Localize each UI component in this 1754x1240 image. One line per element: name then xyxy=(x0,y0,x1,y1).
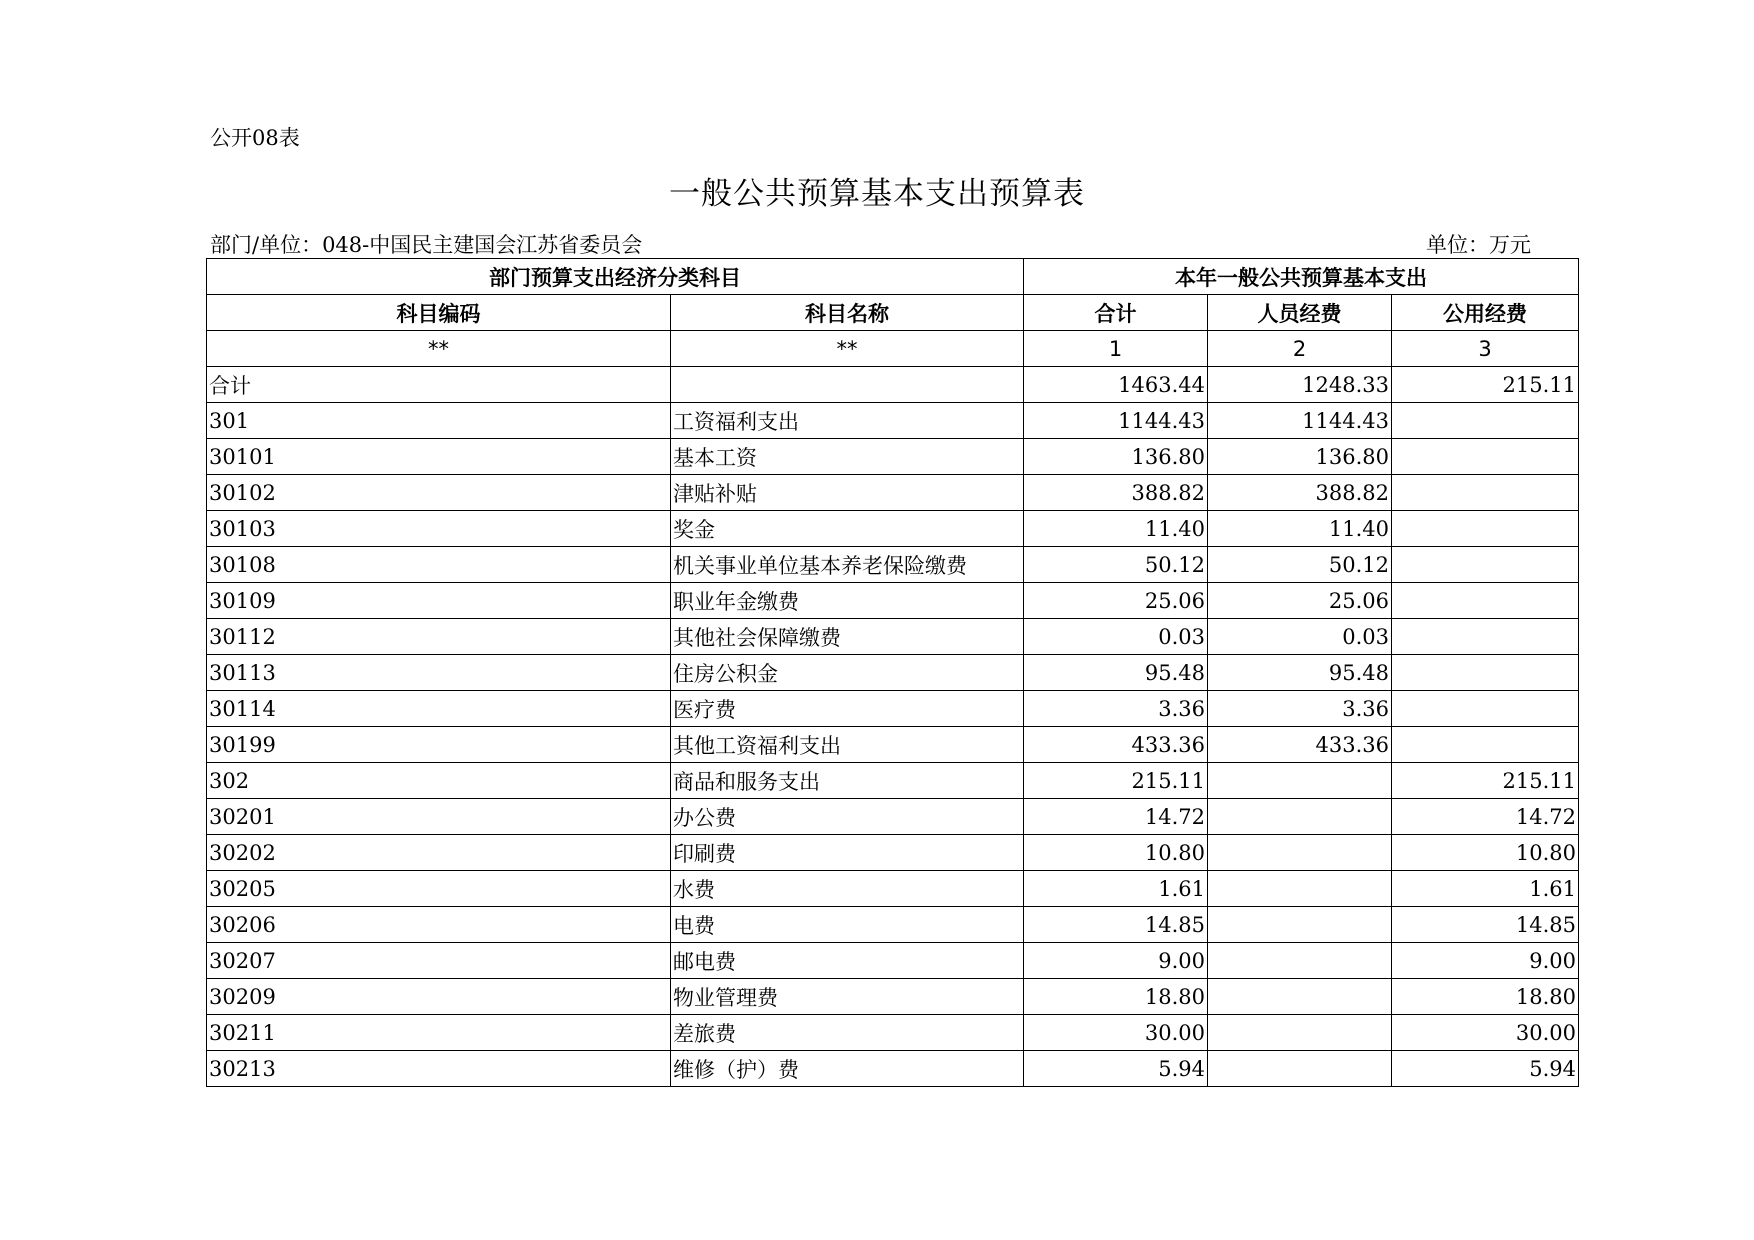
public-cell: 18.80 xyxy=(1392,979,1579,1015)
column-header-public: 公用经费 xyxy=(1392,295,1579,331)
personnel-cell: 1248.33 xyxy=(1208,367,1392,403)
name-cell xyxy=(671,367,1024,403)
personnel-cell xyxy=(1208,943,1392,979)
column-header-name: 科目名称 xyxy=(671,295,1024,331)
total-cell: 388.82 xyxy=(1024,475,1208,511)
group-header-row xyxy=(207,259,1579,295)
total-cell: 14.72 xyxy=(1024,799,1208,835)
name-cell: 其他工资福利支出 xyxy=(671,727,1024,763)
total-cell: 1.61 xyxy=(1024,871,1208,907)
public-cell: 10.80 xyxy=(1392,835,1579,871)
total-cell: 30.00 xyxy=(1024,1015,1208,1051)
table-row xyxy=(207,835,1579,871)
code-cell: 301 xyxy=(207,403,671,439)
index-cell: 2 xyxy=(1208,331,1392,367)
code-cell: 30112 xyxy=(207,619,671,655)
public-cell: 215.11 xyxy=(1392,367,1579,403)
table-row xyxy=(207,367,1579,403)
code-cell: 30202 xyxy=(207,835,671,871)
name-cell: 基本工资 xyxy=(671,439,1024,475)
code-cell: 30101 xyxy=(207,439,671,475)
personnel-cell: 11.40 xyxy=(1208,511,1392,547)
group-header-basic-expenditure: 本年一般公共预算基本支出 xyxy=(1024,259,1579,295)
code-cell: 30114 xyxy=(207,691,671,727)
total-cell: 18.80 xyxy=(1024,979,1208,1015)
code-cell: 30207 xyxy=(207,943,671,979)
public-cell: 215.11 xyxy=(1392,763,1579,799)
name-cell: 机关事业单位基本养老保险缴费 xyxy=(671,547,1024,583)
table-row xyxy=(207,1015,1579,1051)
name-cell: 邮电费 xyxy=(671,943,1024,979)
total-cell: 11.40 xyxy=(1024,511,1208,547)
public-cell xyxy=(1392,655,1579,691)
code-cell: 30108 xyxy=(207,547,671,583)
total-cell: 9.00 xyxy=(1024,943,1208,979)
table-row xyxy=(207,583,1579,619)
name-cell: 电费 xyxy=(671,907,1024,943)
code-cell: 30205 xyxy=(207,871,671,907)
table-row xyxy=(207,439,1579,475)
total-cell: 3.36 xyxy=(1024,691,1208,727)
personnel-cell: 0.03 xyxy=(1208,619,1392,655)
personnel-cell xyxy=(1208,1051,1392,1087)
group-header-classification: 部门预算支出经济分类科目 xyxy=(207,259,1024,295)
name-cell: 维修（护）费 xyxy=(671,1051,1024,1087)
public-cell: 14.85 xyxy=(1392,907,1579,943)
public-cell xyxy=(1392,439,1579,475)
public-cell: 5.94 xyxy=(1392,1051,1579,1087)
department-label: 部门/单位：048-中国民主建国会江苏省委员会 xyxy=(210,233,643,257)
name-cell: 办公费 xyxy=(671,799,1024,835)
column-header-personnel: 人员经费 xyxy=(1208,295,1392,331)
personnel-cell: 388.82 xyxy=(1208,475,1392,511)
code-cell: 30209 xyxy=(207,979,671,1015)
table-row xyxy=(207,763,1579,799)
name-cell: 奖金 xyxy=(671,511,1024,547)
personnel-cell: 1144.43 xyxy=(1208,403,1392,439)
personnel-cell xyxy=(1208,799,1392,835)
unit-label: 单位：万元 xyxy=(1426,233,1531,257)
code-cell: 30199 xyxy=(207,727,671,763)
name-cell: 水费 xyxy=(671,871,1024,907)
total-cell: 10.80 xyxy=(1024,835,1208,871)
code-cell: 30206 xyxy=(207,907,671,943)
table-row xyxy=(207,727,1579,763)
code-cell: 30113 xyxy=(207,655,671,691)
total-cell: 215.11 xyxy=(1024,763,1208,799)
total-cell: 0.03 xyxy=(1024,619,1208,655)
public-cell xyxy=(1392,547,1579,583)
total-cell: 95.48 xyxy=(1024,655,1208,691)
table-row xyxy=(207,799,1579,835)
name-cell: 印刷费 xyxy=(671,835,1024,871)
personnel-cell: 433.36 xyxy=(1208,727,1392,763)
name-cell: 工资福利支出 xyxy=(671,403,1024,439)
name-cell: 商品和服务支出 xyxy=(671,763,1024,799)
code-cell: 合计 xyxy=(207,367,671,403)
table-row xyxy=(207,547,1579,583)
personnel-cell: 95.48 xyxy=(1208,655,1392,691)
personnel-cell xyxy=(1208,871,1392,907)
table-row xyxy=(207,655,1579,691)
public-cell xyxy=(1392,583,1579,619)
table-row xyxy=(207,475,1579,511)
name-cell: 职业年金缴费 xyxy=(671,583,1024,619)
code-cell: 30211 xyxy=(207,1015,671,1051)
public-cell xyxy=(1392,475,1579,511)
table-row xyxy=(207,403,1579,439)
name-cell: 医疗费 xyxy=(671,691,1024,727)
index-cell: 3 xyxy=(1392,331,1579,367)
column-header-code: 科目编码 xyxy=(207,295,671,331)
personnel-cell xyxy=(1208,907,1392,943)
personnel-cell xyxy=(1208,835,1392,871)
name-cell: 津贴补贴 xyxy=(671,475,1024,511)
budget-table xyxy=(206,258,1579,1087)
total-cell: 5.94 xyxy=(1024,1051,1208,1087)
public-cell xyxy=(1392,619,1579,655)
total-cell: 1144.43 xyxy=(1024,403,1208,439)
table-row xyxy=(207,871,1579,907)
name-cell: 其他社会保障缴费 xyxy=(671,619,1024,655)
code-cell: 30213 xyxy=(207,1051,671,1087)
code-cell: 302 xyxy=(207,763,671,799)
document-title: 一般公共预算基本支出预算表 xyxy=(669,176,1085,212)
total-cell: 136.80 xyxy=(1024,439,1208,475)
public-cell: 30.00 xyxy=(1392,1015,1579,1051)
index-row xyxy=(207,331,1579,367)
code-cell: 30201 xyxy=(207,799,671,835)
total-cell: 1463.44 xyxy=(1024,367,1208,403)
index-cell: ** xyxy=(671,331,1024,367)
form-code: 公开08表 xyxy=(210,126,300,150)
total-cell: 25.06 xyxy=(1024,583,1208,619)
public-cell xyxy=(1392,403,1579,439)
index-cell: ** xyxy=(207,331,671,367)
public-cell xyxy=(1392,511,1579,547)
name-cell: 差旅费 xyxy=(671,1015,1024,1051)
table-row xyxy=(207,979,1579,1015)
table-row xyxy=(207,691,1579,727)
code-cell: 30102 xyxy=(207,475,671,511)
public-cell xyxy=(1392,691,1579,727)
table-row xyxy=(207,943,1579,979)
personnel-cell xyxy=(1208,763,1392,799)
personnel-cell: 50.12 xyxy=(1208,547,1392,583)
name-cell: 物业管理费 xyxy=(671,979,1024,1015)
public-cell xyxy=(1392,727,1579,763)
column-header-total: 合计 xyxy=(1024,295,1208,331)
table-row xyxy=(207,511,1579,547)
table-row xyxy=(207,907,1579,943)
code-cell: 30103 xyxy=(207,511,671,547)
public-cell: 14.72 xyxy=(1392,799,1579,835)
total-cell: 433.36 xyxy=(1024,727,1208,763)
name-cell: 住房公积金 xyxy=(671,655,1024,691)
total-cell: 50.12 xyxy=(1024,547,1208,583)
column-header-row xyxy=(207,295,1579,331)
code-cell: 30109 xyxy=(207,583,671,619)
table-row xyxy=(207,1051,1579,1087)
personnel-cell: 3.36 xyxy=(1208,691,1392,727)
personnel-cell xyxy=(1208,979,1392,1015)
public-cell: 9.00 xyxy=(1392,943,1579,979)
table-row xyxy=(207,619,1579,655)
total-cell: 14.85 xyxy=(1024,907,1208,943)
public-cell: 1.61 xyxy=(1392,871,1579,907)
personnel-cell: 136.80 xyxy=(1208,439,1392,475)
index-cell: 1 xyxy=(1024,331,1208,367)
personnel-cell xyxy=(1208,1015,1392,1051)
personnel-cell: 25.06 xyxy=(1208,583,1392,619)
